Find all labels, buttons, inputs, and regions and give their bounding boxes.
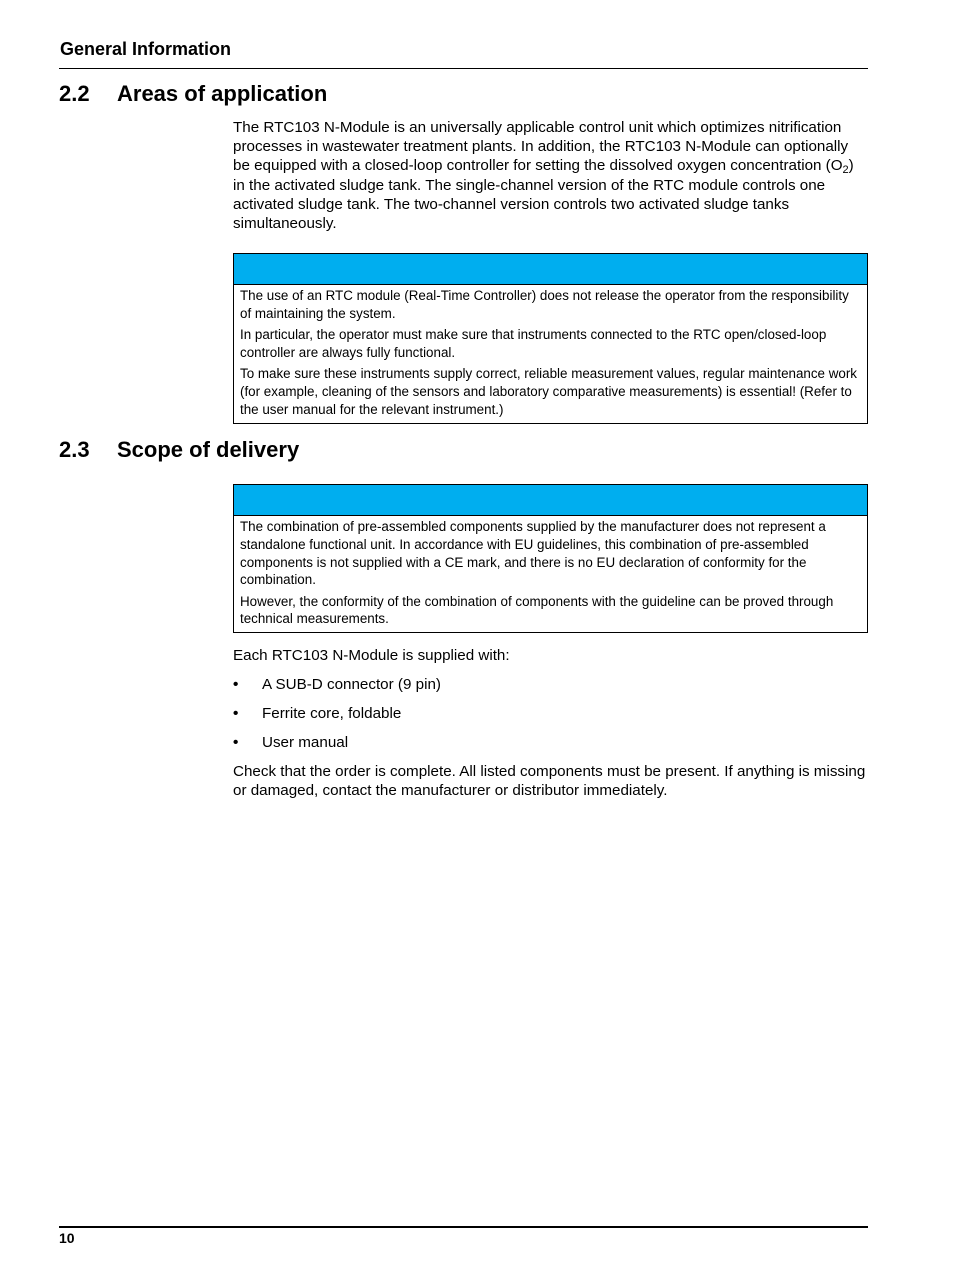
subscript-2: 2 xyxy=(842,164,849,177)
section-title: Areas of application xyxy=(117,81,328,106)
list-item xyxy=(233,704,869,723)
list-item xyxy=(233,733,869,752)
paragraph-text-part2: ) in the activated sludge tank. The single-channel version of the RTC module controls one activated sludge tank. The two-channel version controls two activated sludge tanks simultaneously. xyxy=(233,157,854,233)
bullet-icon: • xyxy=(233,705,239,722)
delivery-closing-paragraph: Check that the order is complete. All listed components must be present. If anything is missing or damaged, contact the manufacturer or distributor immediately. xyxy=(233,763,866,799)
notice-paragraph: However, the conformity of the combination of components with the guideline can be proved through technical measurements. xyxy=(240,593,834,627)
header-rule xyxy=(59,68,868,69)
notice-paragraph: The combination of pre-assembled components supplied by the manufacturer does not represent a standalone functional unit. In accordance with EU guidelines, this combination of pre-assembled components is not supplied with a CE mark, and there is no EU declaration of conformity for the combination. xyxy=(240,519,826,588)
notice-paragraph: In particular, the operator must make sure that instruments connected to the RTC open/closed-loop controller are always fully functional. xyxy=(240,327,827,360)
running-header: General Information xyxy=(60,39,232,59)
areas-of-application-paragraph xyxy=(233,118,869,233)
paragraph-text-part1: The RTC103 N-Module is an universally applicable control unit which optimizes nitrification processes in wastewater treatment plants. In addition, the RTC103 N-Module can optionally be equipped with a closed-loop controller for setting the dissolved oxygen concentration (O xyxy=(233,119,849,175)
section-number: 2.2 xyxy=(59,81,90,106)
section-heading-2-2 xyxy=(59,81,327,107)
notice-paragraph: The use of an RTC module (Real-Time Controller) does not release the operator from the responsibility of maintaining the system. xyxy=(240,288,849,321)
list-item xyxy=(233,675,869,694)
notice-body xyxy=(234,285,867,423)
list-item-text: User manual xyxy=(262,734,349,751)
section-heading-2-3 xyxy=(59,437,299,463)
list-item-text: Ferrite core, foldable xyxy=(262,705,402,722)
section-number: 2.3 xyxy=(59,437,90,462)
delivery-intro: Each RTC103 N-Module is supplied with: xyxy=(233,647,510,664)
notice-box-delivery xyxy=(233,484,868,633)
notice-header-bar xyxy=(234,254,867,285)
notice-box-application xyxy=(233,253,868,424)
section-title: Scope of delivery xyxy=(117,437,300,462)
footer-rule xyxy=(59,1226,868,1228)
notice-header-bar xyxy=(234,485,867,516)
notice-paragraph: To make sure these instruments supply correct, reliable measurement values, regular maintenance work (for example, cleaning of the sensors and laboratory comparative measurements) is essential! (Refer to the user manual for the relevant instrument.) xyxy=(240,366,857,417)
notice-body xyxy=(234,516,867,632)
bullet-icon: • xyxy=(233,734,239,751)
delivery-items-list xyxy=(233,675,869,762)
page-number: 10 xyxy=(59,1230,75,1246)
bullet-icon: • xyxy=(233,676,239,693)
list-item-text: A SUB-D connector (9 pin) xyxy=(262,676,441,693)
